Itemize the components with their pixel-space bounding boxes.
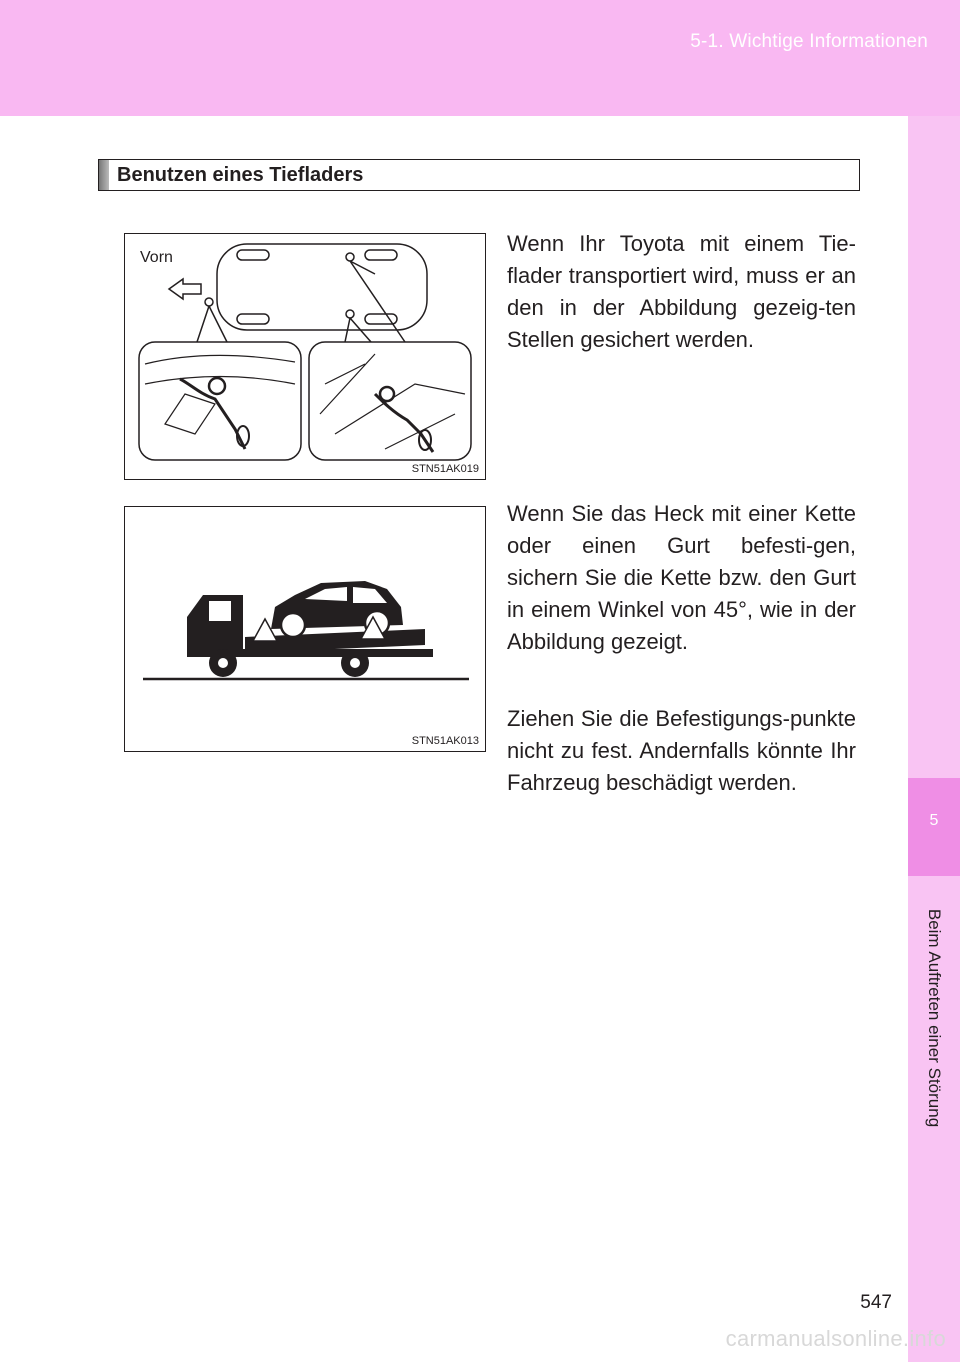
chapter-title: 5-1. Wichtige Informationen: [690, 31, 928, 52]
flatbed-truck-illustration: [125, 507, 485, 751]
paragraph-rear-chain: Wenn Sie das Heck mit einer Kette oder einen Gurt befesti-gen, sichern Sie die Kette bzw. den Gurt in einem Winkel von 45°, wie in der Abbildung gezeigt.: [507, 501, 856, 654]
side-tab: [908, 116, 960, 1362]
tie-down-points-figure: [124, 233, 486, 480]
wheel-front-right: [237, 314, 269, 324]
wheel-rear-left: [365, 250, 397, 260]
tie-point-rear-lower: [346, 310, 354, 318]
flatbed-truck-figure: [124, 506, 486, 752]
section-heading-text: Benutzen eines Tiefladers: [117, 164, 364, 186]
paragraph-transport: Wenn Ihr Toyota mit einem Tie-flader transportiert wird, muss er an den in der Abbildung gezeig-ten Stellen gesichert werden.: [507, 231, 856, 352]
front-label: Vorn: [140, 249, 173, 266]
side-tab-label: Beim Auftreten einer Störung: [925, 908, 944, 1128]
watermark: carmanualsonline.info: [725, 1326, 946, 1351]
page-number: 547: [860, 1292, 892, 1313]
figure-code: STN51AK013: [411, 735, 479, 747]
tie-point-rear-upper: [346, 253, 354, 261]
section-heading: [98, 159, 860, 191]
header-band: [0, 0, 960, 116]
side-tab-number: 5: [929, 812, 939, 829]
wheel-front-left: [237, 250, 269, 260]
front-arrow-icon: [169, 279, 201, 299]
heading-accent-bar: [99, 160, 109, 190]
paragraph-tighten-warning: Ziehen Sie die Befestigungs-punkte nicht zu fest. Andernfalls könnte Ihr Fahrzeug beschädigt werden.: [507, 706, 856, 795]
tie-point-front: [205, 298, 213, 306]
tie-down-illustration: [125, 234, 485, 479]
car-top-view: [217, 244, 427, 330]
figure-code: STN51AK019: [411, 463, 479, 475]
